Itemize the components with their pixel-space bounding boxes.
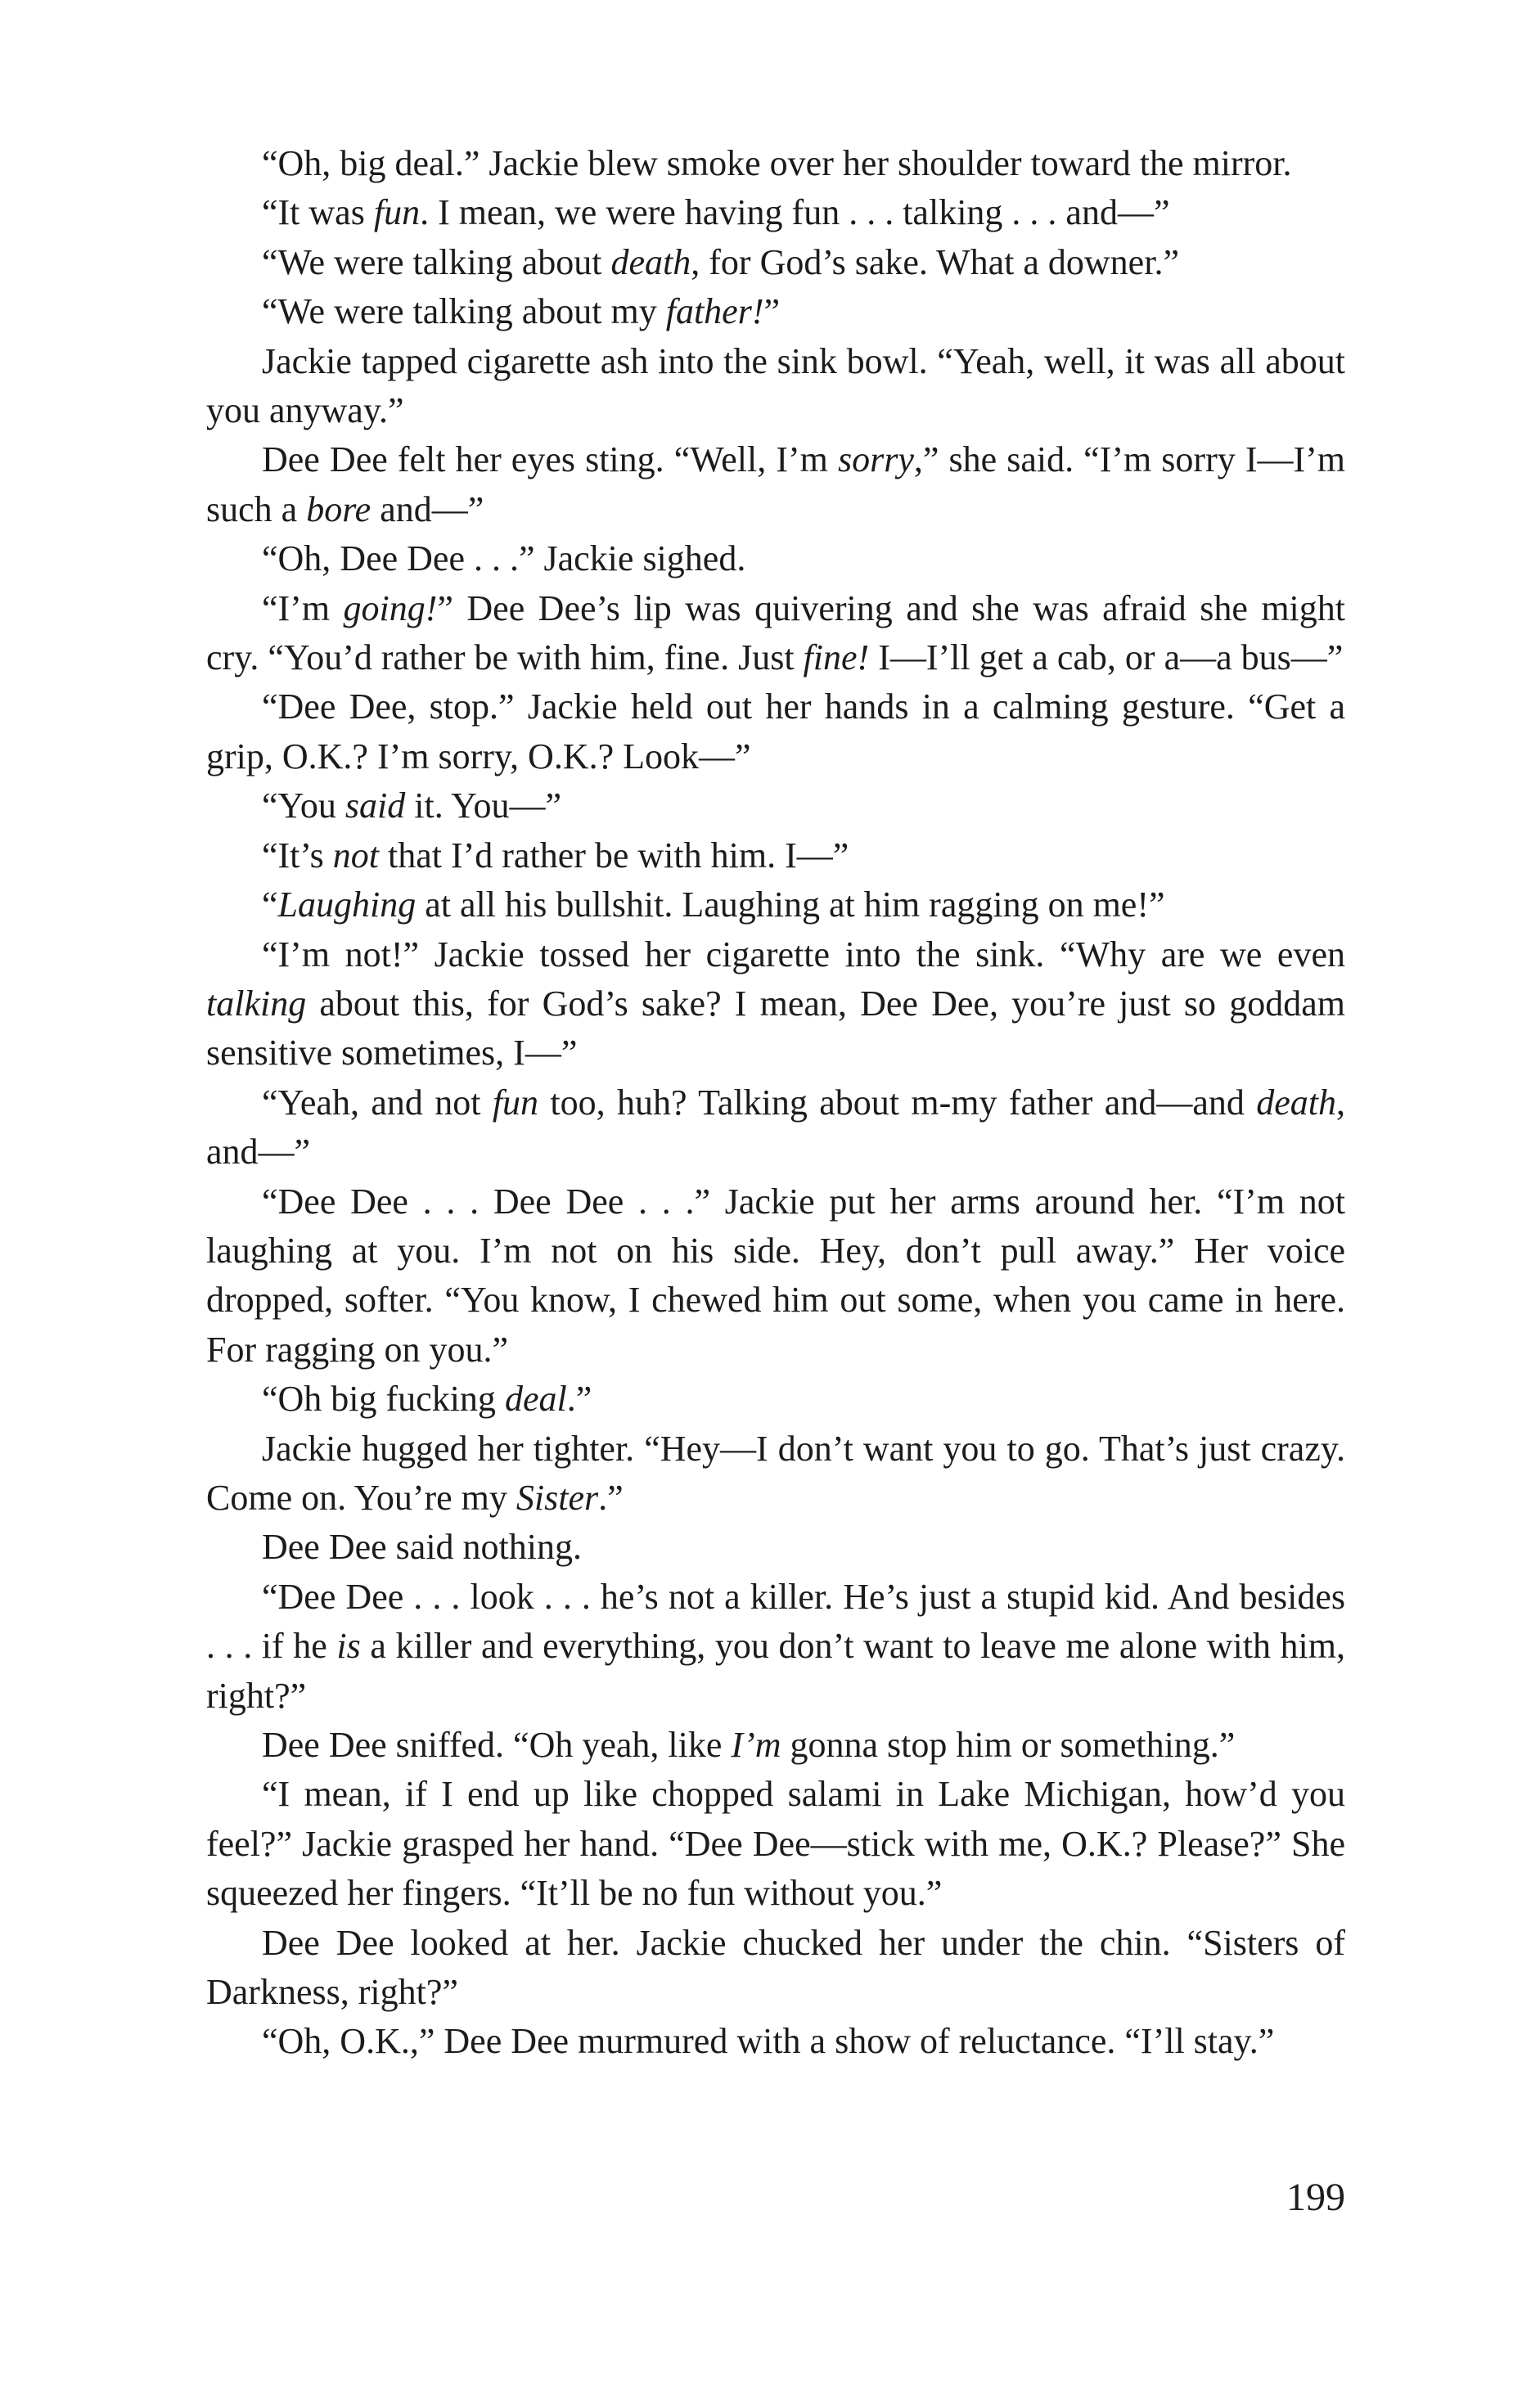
paragraph — [206, 1177, 1345, 1375]
text-run: “Yeah, and not — [262, 1082, 493, 1123]
paragraph — [206, 781, 1345, 830]
text-run: that I’d rather be with him. I—” — [379, 835, 849, 875]
text-run: “I mean, if I end up like chopped salami in Lake Michigan, how’d you feel?” Jackie grasped her hand. “Dee Dee—stick with me, O.K.? Please?” She squeezed her fingers. “It’ll be no fun without you.” — [206, 1774, 1345, 1914]
text-run: “Oh, O.K.,” Dee Dee murmured with a show of reluctance. “I’ll stay.” — [262, 2021, 1275, 2062]
paragraph — [206, 1721, 1345, 1770]
italic-text: going! — [343, 587, 438, 628]
text-run: about this, for God’s sake? I mean, Dee Dee, you’re just so goddam sensitive sometimes, I—” — [206, 983, 1345, 1073]
italic-text: fun — [373, 192, 421, 233]
italic-text: talking — [206, 983, 307, 1024]
italic-text: Sister — [516, 1477, 599, 1518]
text-run: “Dee Dee . . . Dee Dee . . .” Jackie put her arms around her. “I’m not laughing at you. I’m not on his side. Hey, don’t pull away.” Her voice dropped, softer. “You know, I chewed him out some, when you came in here. For ragging on you.” — [206, 1181, 1345, 1370]
text-run: too, huh? Talking about m-my father and—and — [538, 1082, 1257, 1123]
text-run: ” — [763, 291, 781, 332]
paragraph — [206, 287, 1345, 336]
paragraph — [206, 188, 1345, 237]
italic-text: fine! — [803, 637, 870, 678]
text-run: “Oh big fucking — [262, 1379, 505, 1420]
text-run: I—I’ll get a cab, or a—a bus—” — [869, 637, 1344, 678]
italic-text: father! — [665, 291, 764, 332]
text-run: .” — [598, 1477, 624, 1518]
paragraph — [206, 831, 1345, 880]
paragraph — [206, 1425, 1345, 1524]
italic-text: not — [332, 835, 379, 875]
text-run: “I’m not!” Jackie tossed her cigarette into the sink. “Why are we even — [262, 934, 1345, 974]
paragraph — [206, 1078, 1345, 1177]
text-run: a killer and everything, you don’t want to leave me alone with him, right?” — [206, 1626, 1345, 1716]
italic-text: I’m — [731, 1725, 781, 1765]
text-run: “Dee Dee . . . look . . . he’s not a killer. He’s just a stupid kid. And besides . . . if he — [206, 1576, 1345, 1667]
italic-text: deal — [504, 1379, 567, 1420]
paragraph — [206, 682, 1345, 781]
text-run: “It was — [262, 192, 374, 233]
text-run: Dee Dee felt her eyes sting. “Well, I’m — [262, 439, 838, 480]
text-run: , and—” — [206, 1082, 1345, 1172]
italic-text: said — [344, 785, 406, 826]
text-run: ” Dee Dee’s lip was quivering and she was afraid she might cry. “You’d rather be with him, fine. Just — [206, 587, 1345, 678]
text-run: “Oh, Dee Dee . . .” Jackie sighed. — [262, 538, 746, 579]
text-run: Dee Dee looked at her. Jackie chucked her under the chin. “Sisters of Darkness, right?” — [206, 1922, 1345, 2013]
text-run: “ — [262, 884, 278, 925]
text-run: “We were talking about — [262, 241, 611, 282]
text-run: Jackie tapped cigarette ash into the sink bowl. “Yeah, well, it was all about you anyway.” — [206, 340, 1345, 431]
text-run: it. You—” — [405, 785, 561, 826]
text-run: , for God’s sake. What a downer.” — [691, 241, 1179, 282]
text-run: gonna stop him or something.” — [781, 1725, 1236, 1765]
paragraph — [206, 1919, 1345, 2018]
italic-text: sorry — [837, 439, 914, 480]
paragraph — [206, 880, 1345, 929]
paragraph — [206, 1523, 1345, 1572]
paragraph — [206, 584, 1345, 683]
paragraph — [206, 139, 1345, 188]
text-run: ,” she said. “I’m sorry I—I’m such a — [206, 439, 1346, 529]
italic-text: fun — [492, 1082, 539, 1123]
italic-text: is — [336, 1626, 361, 1667]
text-run: Dee Dee said nothing. — [262, 1527, 582, 1568]
italic-text: death — [1256, 1082, 1336, 1123]
text-run: and—” — [371, 488, 484, 529]
page-body — [206, 139, 1345, 2067]
paragraph — [206, 1770, 1345, 1918]
paragraph — [206, 930, 1345, 1078]
italic-text: bore — [306, 488, 371, 529]
text-run: “We were talking about my — [262, 291, 666, 332]
paragraph — [206, 1573, 1345, 1721]
text-run: “I’m — [262, 587, 344, 628]
paragraph — [206, 435, 1345, 534]
text-run: .” — [566, 1379, 592, 1420]
text-run: “Dee Dee, stop.” Jackie held out her hands in a calming gesture. “Get a grip, O.K.? I’m sorry, O.K.? Look—” — [206, 686, 1345, 776]
text-run: “It’s — [262, 835, 333, 875]
text-run: “You — [262, 785, 345, 826]
paragraph — [206, 2017, 1345, 2066]
paragraph — [206, 337, 1345, 436]
text-run: . I mean, we were having fun . . . talking . . . and—” — [420, 192, 1170, 233]
italic-text: death — [610, 241, 691, 282]
paragraph — [206, 238, 1345, 287]
text-run: at all his bullshit. Laughing at him ragging on me!” — [416, 884, 1165, 925]
italic-text: Laughing — [277, 884, 417, 925]
text-run: “Oh, big deal.” Jackie blew smoke over her shoulder toward the mirror. — [262, 143, 1292, 183]
paragraph — [206, 1375, 1345, 1424]
paragraph — [206, 534, 1345, 583]
text-run: Dee Dee sniffed. “Oh yeah, like — [262, 1725, 732, 1765]
page-number: 199 — [1286, 2176, 1345, 2219]
text-run: Jackie hugged her tighter. “Hey—I don’t want you to go. That’s just crazy. Come on. You’re my — [206, 1428, 1345, 1518]
